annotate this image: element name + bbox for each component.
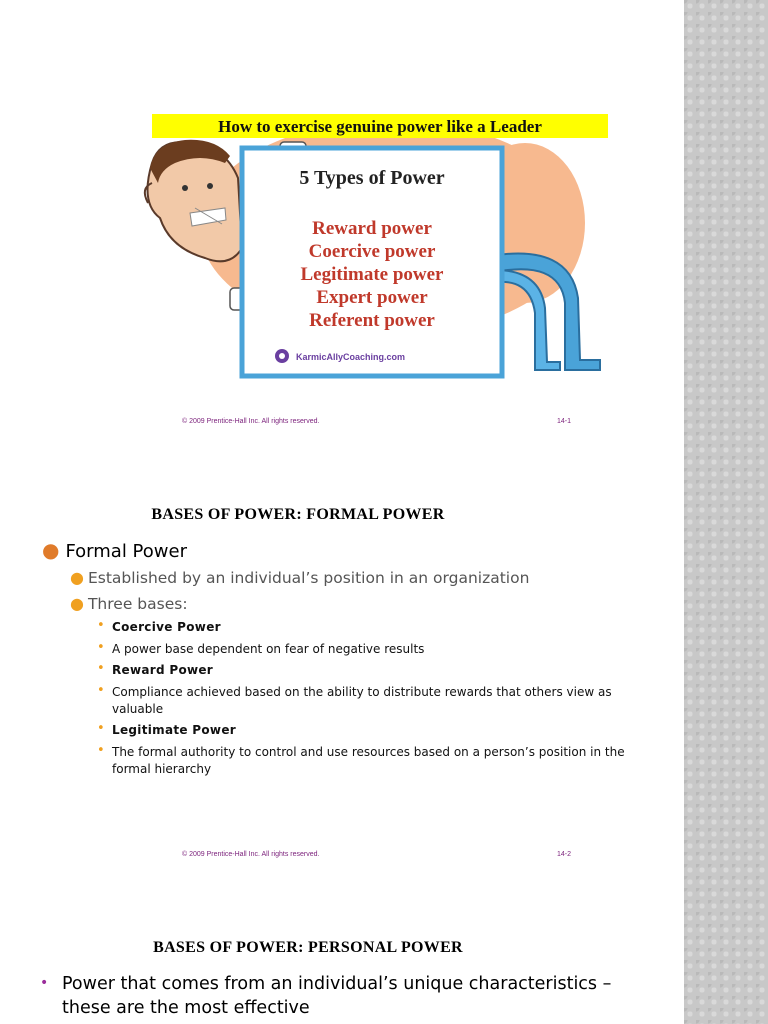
bullet-dot-icon: • [97, 661, 105, 676]
bullet-text: Three bases: [87, 595, 188, 613]
footer-copyright: © 2009 Prentice-Hall Inc. All rights reserved. [182, 418, 320, 425]
slide-title: BASES OF POWER: PERSONAL POWER [153, 939, 463, 956]
bullet-text: A power base dependent on fear of negative results [112, 642, 425, 656]
power-item: Coercive power [308, 241, 436, 262]
bullet-dot-icon: ● [42, 538, 60, 562]
bullet-text: Power that comes from an individual’s unique characteristics – these are the most effective [62, 974, 612, 1018]
footer-copyright: © 2009 Prentice-Hall Inc. All rights reserved. [182, 851, 320, 858]
slide-title: BASES OF POWER: FORMAL POWER [151, 506, 445, 523]
power-item: Reward power [312, 218, 432, 239]
bullet-text: Coercive Power [112, 620, 221, 634]
bullet-dot-icon: ● [70, 594, 84, 613]
bullet-dot-icon: • [97, 683, 105, 698]
bullet-text: Legitimate Power [112, 723, 236, 737]
bullet-text: The formal authority to control and use resources based on a person’s position in the formal hierarchy [112, 745, 625, 776]
decorative-side-band [684, 0, 768, 1024]
bullet-dot-icon: • [40, 975, 49, 991]
board-credit: KarmicAllyCoaching.com [296, 352, 406, 362]
board-title: 5 Types of Power [299, 167, 445, 189]
power-item: Legitimate power [300, 264, 444, 285]
footer-page-number: 14-2 [557, 851, 572, 858]
bullet-dot-icon: • [97, 743, 105, 758]
bullet-dot-icon: • [97, 721, 105, 736]
bullet-text: Formal Power [65, 541, 187, 562]
bullet-level-1 [40, 972, 650, 1020]
power-item: Referent power [309, 310, 435, 331]
bullet-dot-icon: • [97, 640, 105, 655]
bullet-text: Established by an individual’s position in an organization [87, 569, 530, 587]
bullet-text: Reward Power [112, 663, 214, 677]
power-item: Expert power [316, 287, 428, 308]
footer-page-number: 14-1 [557, 418, 572, 425]
banner-text: How to exercise genuine power like a Leader [218, 117, 542, 136]
bullet-text: Compliance achieved based on the ability to distribute rewards that others view as valuable [112, 685, 612, 716]
bullet-dot-icon: • [97, 618, 105, 633]
bullet-dot-icon: ● [70, 568, 84, 587]
